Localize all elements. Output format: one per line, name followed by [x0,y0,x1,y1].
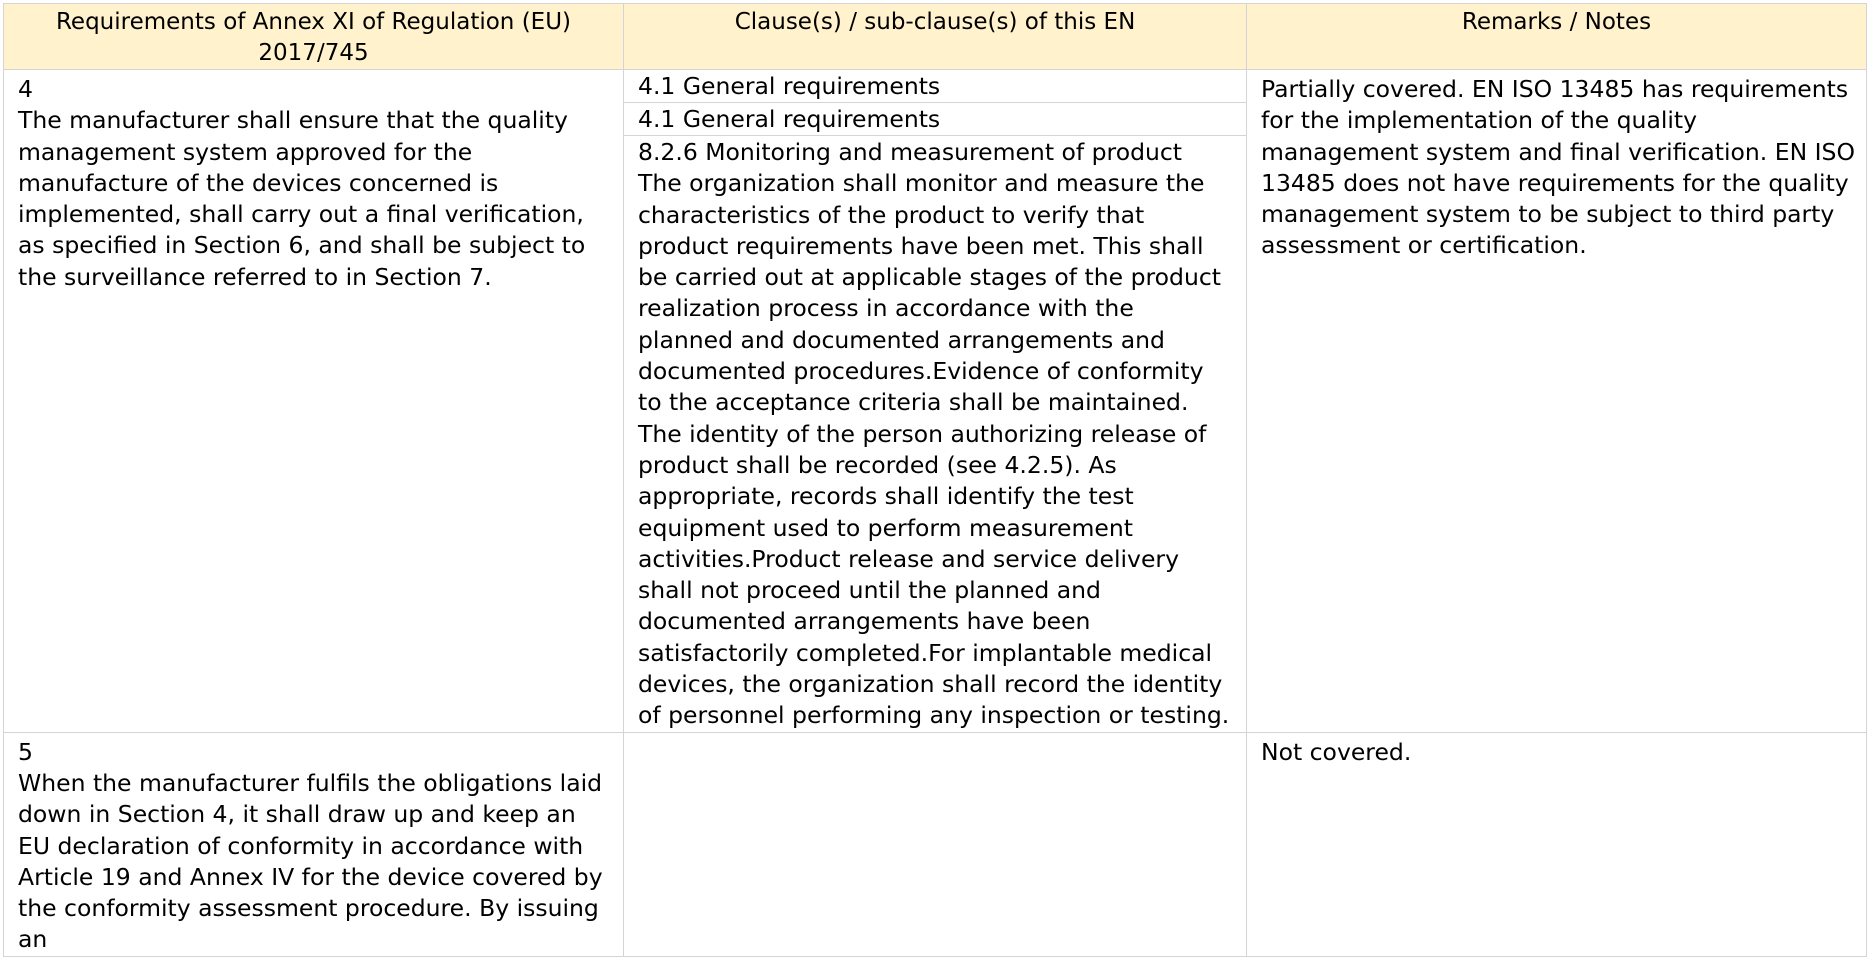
table-row [4,732,1867,956]
clause-text: The organization shall monitor and measure the characteristics of the product to verify that product requirements have been met. This shall be carried out at applicable stages of the product realization process in accordance with the planned and documented arrangements and documented procedures.Evidence of conformity to the acceptance criteria shall be maintained. The identity of the person authorizing release of product shall be recorded (see 4.2.5). As appropriate, records shall identify the test equipment used to perform measurement activities.Product release and service delivery shall not proceed until the planned and documented arrangements have been satisfactorily completed.For implantable medical devices, the organization shall record the identity of personnel performing any inspection or testing. [638,169,1230,730]
clause-title: 4.1 General requirements [638,72,941,100]
clauses-cell [624,732,1247,956]
clause-item [624,103,1246,136]
remarks-text: Partially covered. EN ISO 13485 has requirements for the implementation of the quality management system and final verification. EN ISO 13485 does not have requirements for the quality management system to be subject to third party assessment or certification. [1261,75,1855,260]
clause-title: 4.1 General requirements [638,105,941,133]
requirement-cell [4,70,624,733]
requirement-text: When the manufacturer fulfils the obligations laid down in Section 4, it shall draw up and keep an EU declaration of conformity in accordance with Article 19 and Annex IV for the device covered by the conformity assessment procedure. By issuing an [18,768,603,954]
header-clauses: Clause(s) / sub-clause(s) of this EN [624,4,1247,70]
requirements-table [3,3,1867,957]
requirement-text: The manufacturer shall ensure that the quality management system approved for the manufacture of the devices concerned is implemented, shall carry out a final verification, as specified in Section 6, and shall be subject to the surveillance referred to in Section 7. [18,106,586,291]
clause-title: 8.2.6 Monitoring and measurement of product [638,138,1183,166]
requirement-cell [4,732,624,956]
remarks-cell [1247,732,1867,956]
header-remarks: Remarks / Notes [1247,4,1867,70]
clause-item [624,70,1246,103]
document-page [3,3,1866,954]
remarks-cell [1247,70,1867,733]
remarks-text: Not covered. [1261,737,1412,766]
clauses-cell [624,70,1247,733]
table-row [4,70,1867,733]
requirement-number: 4 [18,75,33,103]
header-requirements: Requirements of Annex XI of Regulation (EU) 2017/745 [4,4,624,70]
clause-item [624,136,1246,732]
requirement-number: 5 [18,737,33,766]
table-header-row [4,4,1867,70]
